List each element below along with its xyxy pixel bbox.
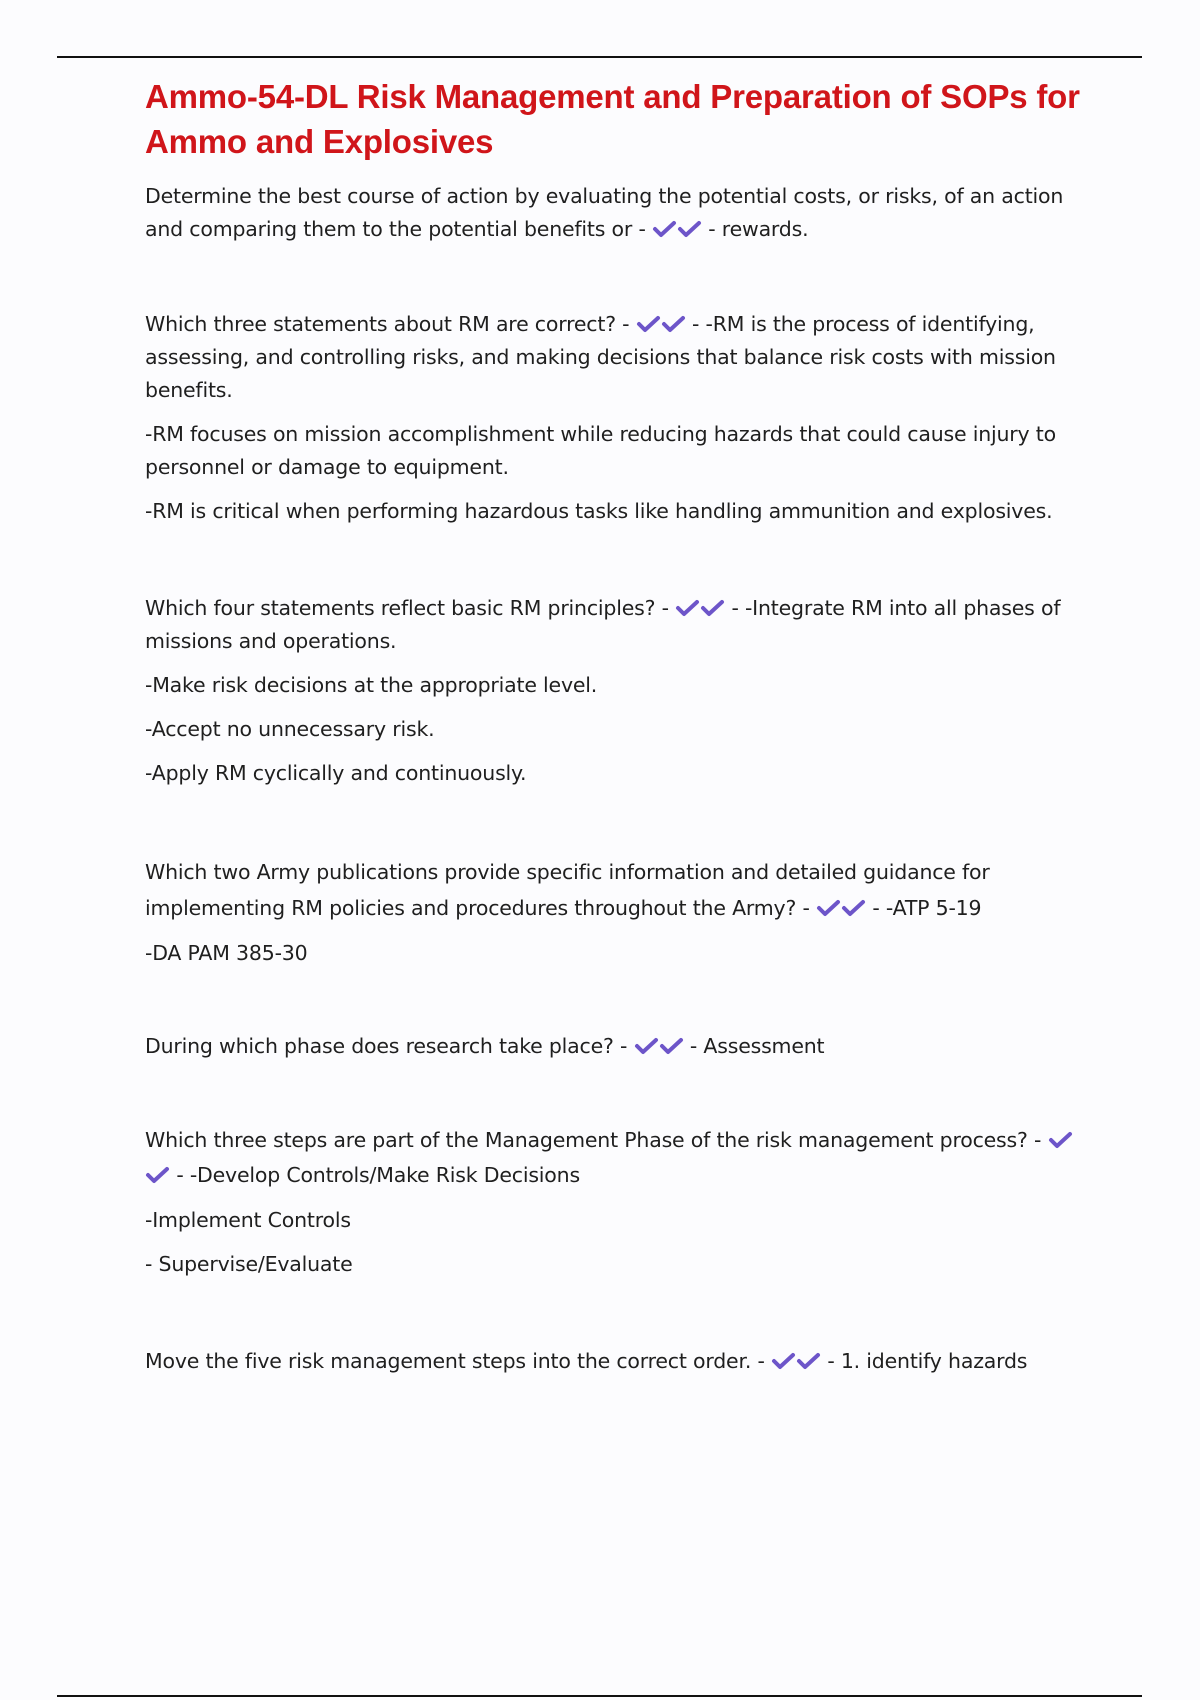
check-icon: [145, 1165, 170, 1185]
qa-item: [145, 180, 1095, 246]
check-icon: [636, 314, 661, 334]
answer-line: -Implement Controls: [145, 1208, 351, 1232]
answer-line: - Supervise/Evaluate: [145, 1252, 353, 1276]
qa-item: [145, 592, 1095, 790]
question-text: Which two Army publications provide specific information and detailed guidance for implementing RM policies and procedures throughout the Army? -: [145, 860, 990, 920]
top-rule: [57, 56, 1142, 58]
check-icon: [816, 898, 841, 918]
qa-item: [145, 854, 1095, 970]
check-icon: [700, 598, 725, 618]
qa-item: [145, 1030, 1095, 1063]
answer-line: -Accept no unnecessary risk.: [145, 717, 435, 741]
answer-text: - 1. identify hazards: [827, 1349, 1028, 1373]
qa-item: [145, 308, 1095, 528]
check-icon: [659, 1036, 684, 1056]
answer-line: -RM is critical when performing hazardous tasks like handling ammunition and explosives.: [145, 499, 1053, 523]
check-icon: [652, 219, 677, 239]
answer-text: - -RM is the process of identifying, assessing, and controlling risks, and making decisions that balance risk costs with mission benefits.: [145, 312, 1056, 402]
check-icon: [634, 1036, 659, 1056]
answer-line: -RM focuses on mission accomplishment while reducing hazards that could cause injury to personnel or damage to equipment.: [145, 422, 1056, 479]
question-text: Which three steps are part of the Management Phase of the risk management process? -: [145, 1128, 1042, 1152]
answer-line: -Make risk decisions at the appropriate level.: [145, 673, 598, 697]
document-title: Ammo-54-DL Risk Management and Preparation of SOPs for Ammo and Explosives: [145, 78, 1080, 160]
question-text: During which phase does research take place? -: [145, 1034, 628, 1058]
check-icon: [1048, 1130, 1073, 1150]
qa-item: [145, 1123, 1095, 1281]
answer-text: - -Integrate RM into all phases of missions and operations.: [145, 596, 1061, 653]
answer-text: - rewards.: [708, 217, 809, 241]
question-text: Move the five risk management steps into the correct order. -: [145, 1349, 765, 1373]
check-icon: [675, 598, 700, 618]
check-icon: [771, 1351, 796, 1371]
answer-text: - Assessment: [689, 1034, 825, 1058]
check-icon: [677, 219, 702, 239]
question-text: Which three statements about RM are correct? -: [145, 312, 630, 336]
answer-line: -Apply RM cyclically and continuously.: [145, 761, 527, 785]
answer-line: -DA PAM 385-30: [145, 941, 308, 965]
check-icon: [661, 314, 686, 334]
bottom-rule: [57, 1695, 1142, 1697]
check-icon: [841, 898, 866, 918]
question-text: Determine the best course of action by evaluating the potential costs, or risks, of an action and comparing them to the potential benefits or -: [145, 184, 1064, 241]
answer-text: - -Develop Controls/Make Risk Decisions: [176, 1163, 580, 1187]
qa-item: [145, 1345, 1095, 1378]
question-text: Which four statements reflect basic RM principles? -: [145, 596, 669, 620]
answer-text: - -ATP 5-19: [872, 896, 982, 920]
document-page: [145, 74, 1095, 1378]
check-icon: [796, 1351, 821, 1371]
